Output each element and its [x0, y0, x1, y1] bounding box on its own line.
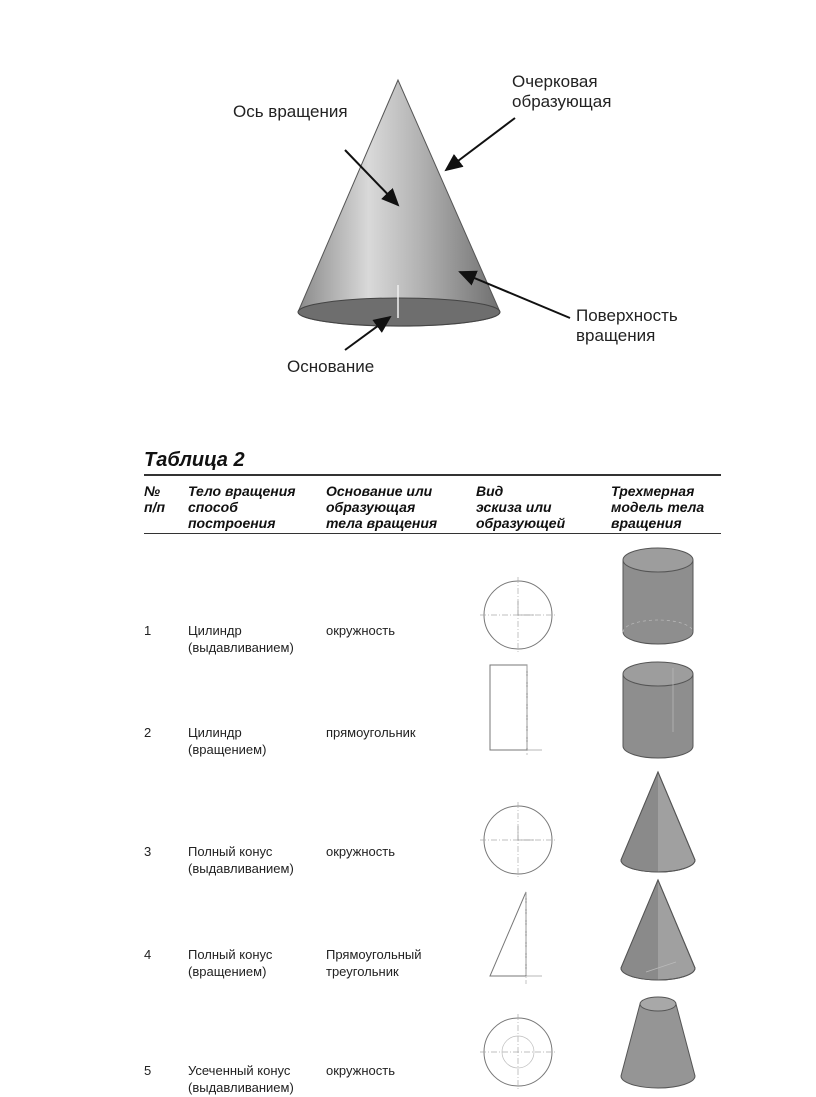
row-base-line1: окружность — [326, 844, 395, 859]
row-body — [188, 1062, 294, 1096]
cylinder-model — [618, 654, 698, 764]
outline-generatrix-label — [512, 72, 611, 112]
header-line: тела вращения — [326, 515, 438, 531]
header-bottom-rule — [144, 533, 721, 534]
row-body-line1: Полный конус — [188, 947, 273, 962]
row-body-line1: Усеченный конус — [188, 1063, 291, 1078]
row-body-line1: Цилиндр — [188, 725, 242, 740]
row-body-line1: Полный конус — [188, 844, 273, 859]
base-label: Основание — [287, 357, 375, 376]
row-number: 1 — [144, 623, 152, 638]
row-base-line2: треугольник — [326, 964, 399, 979]
header-line: Трехмерная — [611, 483, 695, 499]
row-base-line1: Прямоугольный — [326, 947, 422, 962]
row-body — [188, 843, 294, 877]
header-line: п/п — [144, 499, 165, 515]
header-line: модель тела — [611, 499, 705, 515]
cylinder-model — [618, 540, 698, 650]
header-line: эскиза или — [476, 499, 552, 515]
table-title: Таблица 2 — [144, 449, 245, 471]
row-body-line2: (выдавливанием) — [188, 861, 294, 876]
header-sketch — [476, 483, 565, 531]
outline-generatrix-line1: Очерковая — [512, 72, 598, 91]
header-line: № — [144, 483, 161, 499]
surface-line2: вращения — [576, 326, 656, 345]
row-body-line2: (выдавливанием) — [188, 1080, 294, 1095]
axis-label: Ось вращения — [233, 102, 348, 121]
cone-diagram — [0, 0, 816, 420]
header-base — [326, 483, 437, 531]
header-number — [144, 483, 165, 515]
header-model — [611, 483, 704, 531]
row-body — [188, 946, 272, 980]
row-base — [326, 946, 422, 980]
row-body-line1: Цилиндр — [188, 623, 242, 638]
header-line: вращения — [611, 515, 682, 531]
header-line: Вид — [476, 483, 504, 499]
row-number: 4 — [144, 947, 152, 962]
row-base — [326, 1062, 395, 1079]
rectangle-sketch — [482, 660, 552, 760]
circle-sketch — [478, 800, 558, 880]
header-line: способ — [188, 499, 238, 515]
row-body-line2: (выдавливанием) — [188, 640, 294, 655]
row-base-line1: прямоугольник — [326, 725, 416, 740]
row-body — [188, 622, 294, 656]
outline-generatrix-arrow — [446, 118, 515, 170]
header-line: Тело вращения — [188, 483, 296, 499]
circle-sketch — [478, 1012, 558, 1092]
row-body-line2: (вращением) — [188, 964, 267, 979]
surface-label — [576, 306, 678, 346]
header-body — [188, 483, 296, 531]
outline-generatrix-line2: образующая — [512, 92, 612, 111]
row-number: 2 — [144, 725, 152, 740]
header-line: образующая — [326, 499, 416, 515]
row-body-line2: (вращением) — [188, 742, 267, 757]
header-line: образующей — [476, 515, 566, 531]
row-number: 3 — [144, 844, 152, 859]
row-base-line1: окружность — [326, 1063, 395, 1078]
row-base-line1: окружность — [326, 623, 395, 638]
row-number: 5 — [144, 1063, 152, 1078]
row-body — [188, 724, 266, 758]
table-top-rule — [144, 474, 721, 476]
circle-sketch — [478, 575, 558, 655]
header-line: построения — [188, 515, 276, 531]
row-base — [326, 622, 395, 639]
triangle-sketch — [482, 888, 552, 988]
header-line: Основание или — [326, 483, 433, 499]
cone-model — [616, 768, 700, 880]
surface-line1: Поверхность — [576, 306, 678, 325]
truncated-cone-model — [616, 992, 700, 1094]
row-base — [326, 724, 416, 741]
row-base — [326, 843, 395, 860]
cone-model — [616, 876, 700, 988]
